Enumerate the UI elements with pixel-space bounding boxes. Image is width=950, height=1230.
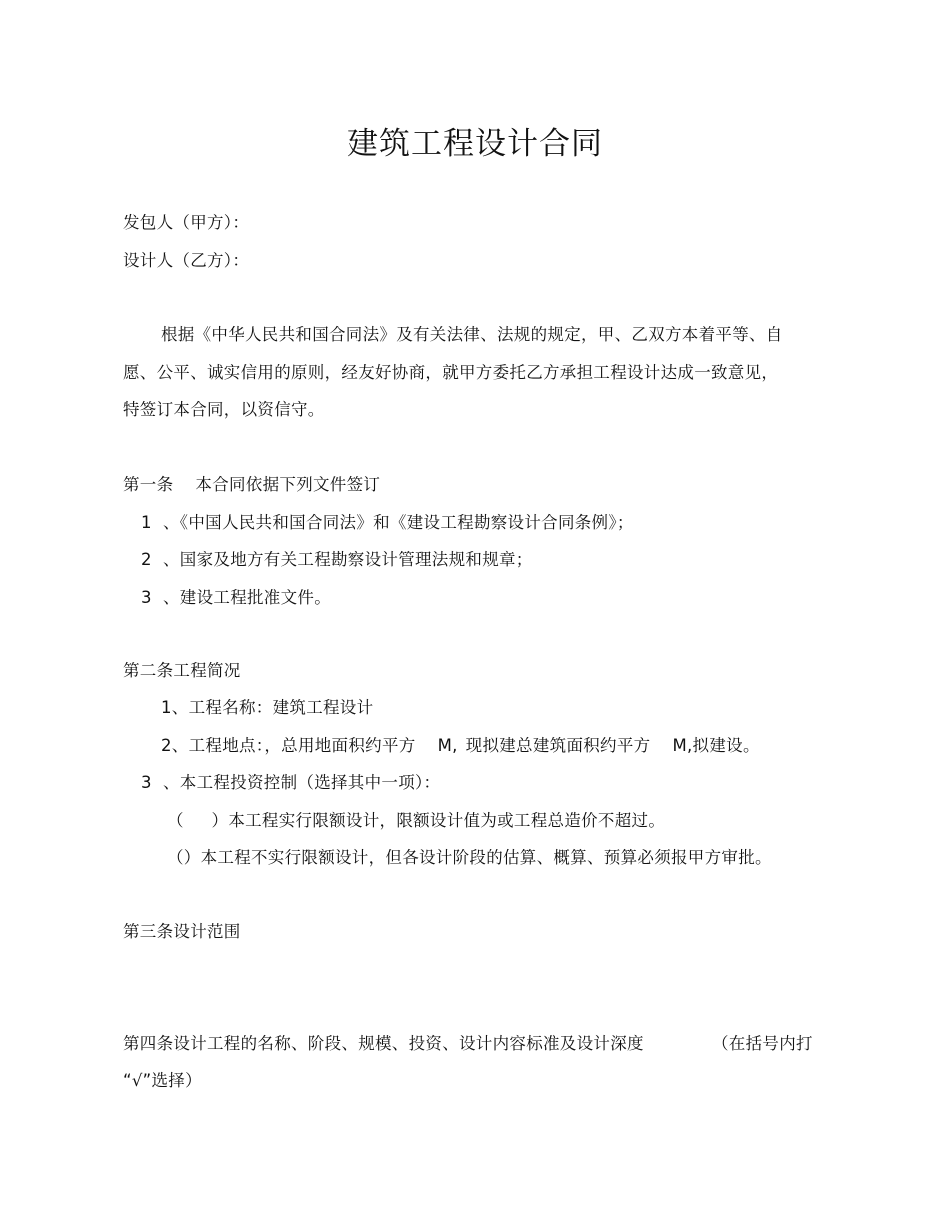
preamble-line-1: 根据《中华人民共和国合同法》及有关法律、法规的规定，甲、乙双方本着平等、自 <box>161 325 783 344</box>
item-text: 、《中国人民共和国合同法》和《建设工程勘察设计合同条例》； <box>163 513 634 532</box>
item-number: 2 <box>141 550 152 569</box>
location-text: 2、工程地点：，总用地面积约平方 <box>161 736 416 755</box>
preamble-line-3: 特签订本合同，以资信守。 <box>123 400 325 419</box>
article-1-item-1 <box>141 512 634 534</box>
article-2-item-3 <box>141 772 440 794</box>
building-area-text: 现拟建总建筑面积约平方 <box>465 736 651 755</box>
article-2-item-2 <box>161 735 760 757</box>
employer-line: 发包人（甲方）： <box>123 213 250 232</box>
document-title: 建筑工程设计合同 <box>347 126 603 162</box>
designer-line: 设计人（乙方）： <box>123 251 250 270</box>
article-1-heading <box>123 474 380 496</box>
article-1-label: 第一条 <box>123 475 174 494</box>
item-text: 、建设工程批准文件。 <box>163 588 331 607</box>
item-number: 3 <box>141 773 152 792</box>
article-1-item-3 <box>141 587 331 609</box>
article-4-note: （在括号内打 <box>712 1034 813 1053</box>
article-1-title: 本合同依据下列文件签订 <box>195 475 381 494</box>
unit-m: M, <box>437 736 458 755</box>
article-1-item-2 <box>141 549 533 571</box>
article-2-heading: 第二条工程简况 <box>123 661 241 680</box>
item-text: 、本工程投资控制（选择其中一项）： <box>163 773 441 792</box>
preamble-line-2: 愿、公平、诚实信用的原则，经友好协商，就甲方委托乙方承担工程设计达成一致意见， <box>123 363 779 382</box>
article-3-heading: 第三条设计范围 <box>123 922 241 941</box>
item-text: 、国家及地方有关工程勘察设计管理法规和规章； <box>163 550 533 569</box>
article-2-item-1: 1、工程名称：建筑工程设计 <box>161 698 374 717</box>
investment-option-1: （ ）本工程实行限额设计，限额设计值为或工程总造价不超过。 <box>167 811 666 830</box>
item-number: 3 <box>141 588 152 607</box>
build-text: M,拟建设。 <box>672 736 760 755</box>
article-4-note-continued: “√”选择） <box>123 1071 202 1090</box>
item-number: 1 <box>141 513 152 532</box>
investment-option-2: （）本工程不实行限额设计，但各设计阶段的估算、概算、预算必须报甲方审批。 <box>167 848 772 867</box>
article-4-heading: 第四条设计工程的名称、阶段、规模、投资、设计内容标准及设计深度 <box>123 1034 644 1053</box>
